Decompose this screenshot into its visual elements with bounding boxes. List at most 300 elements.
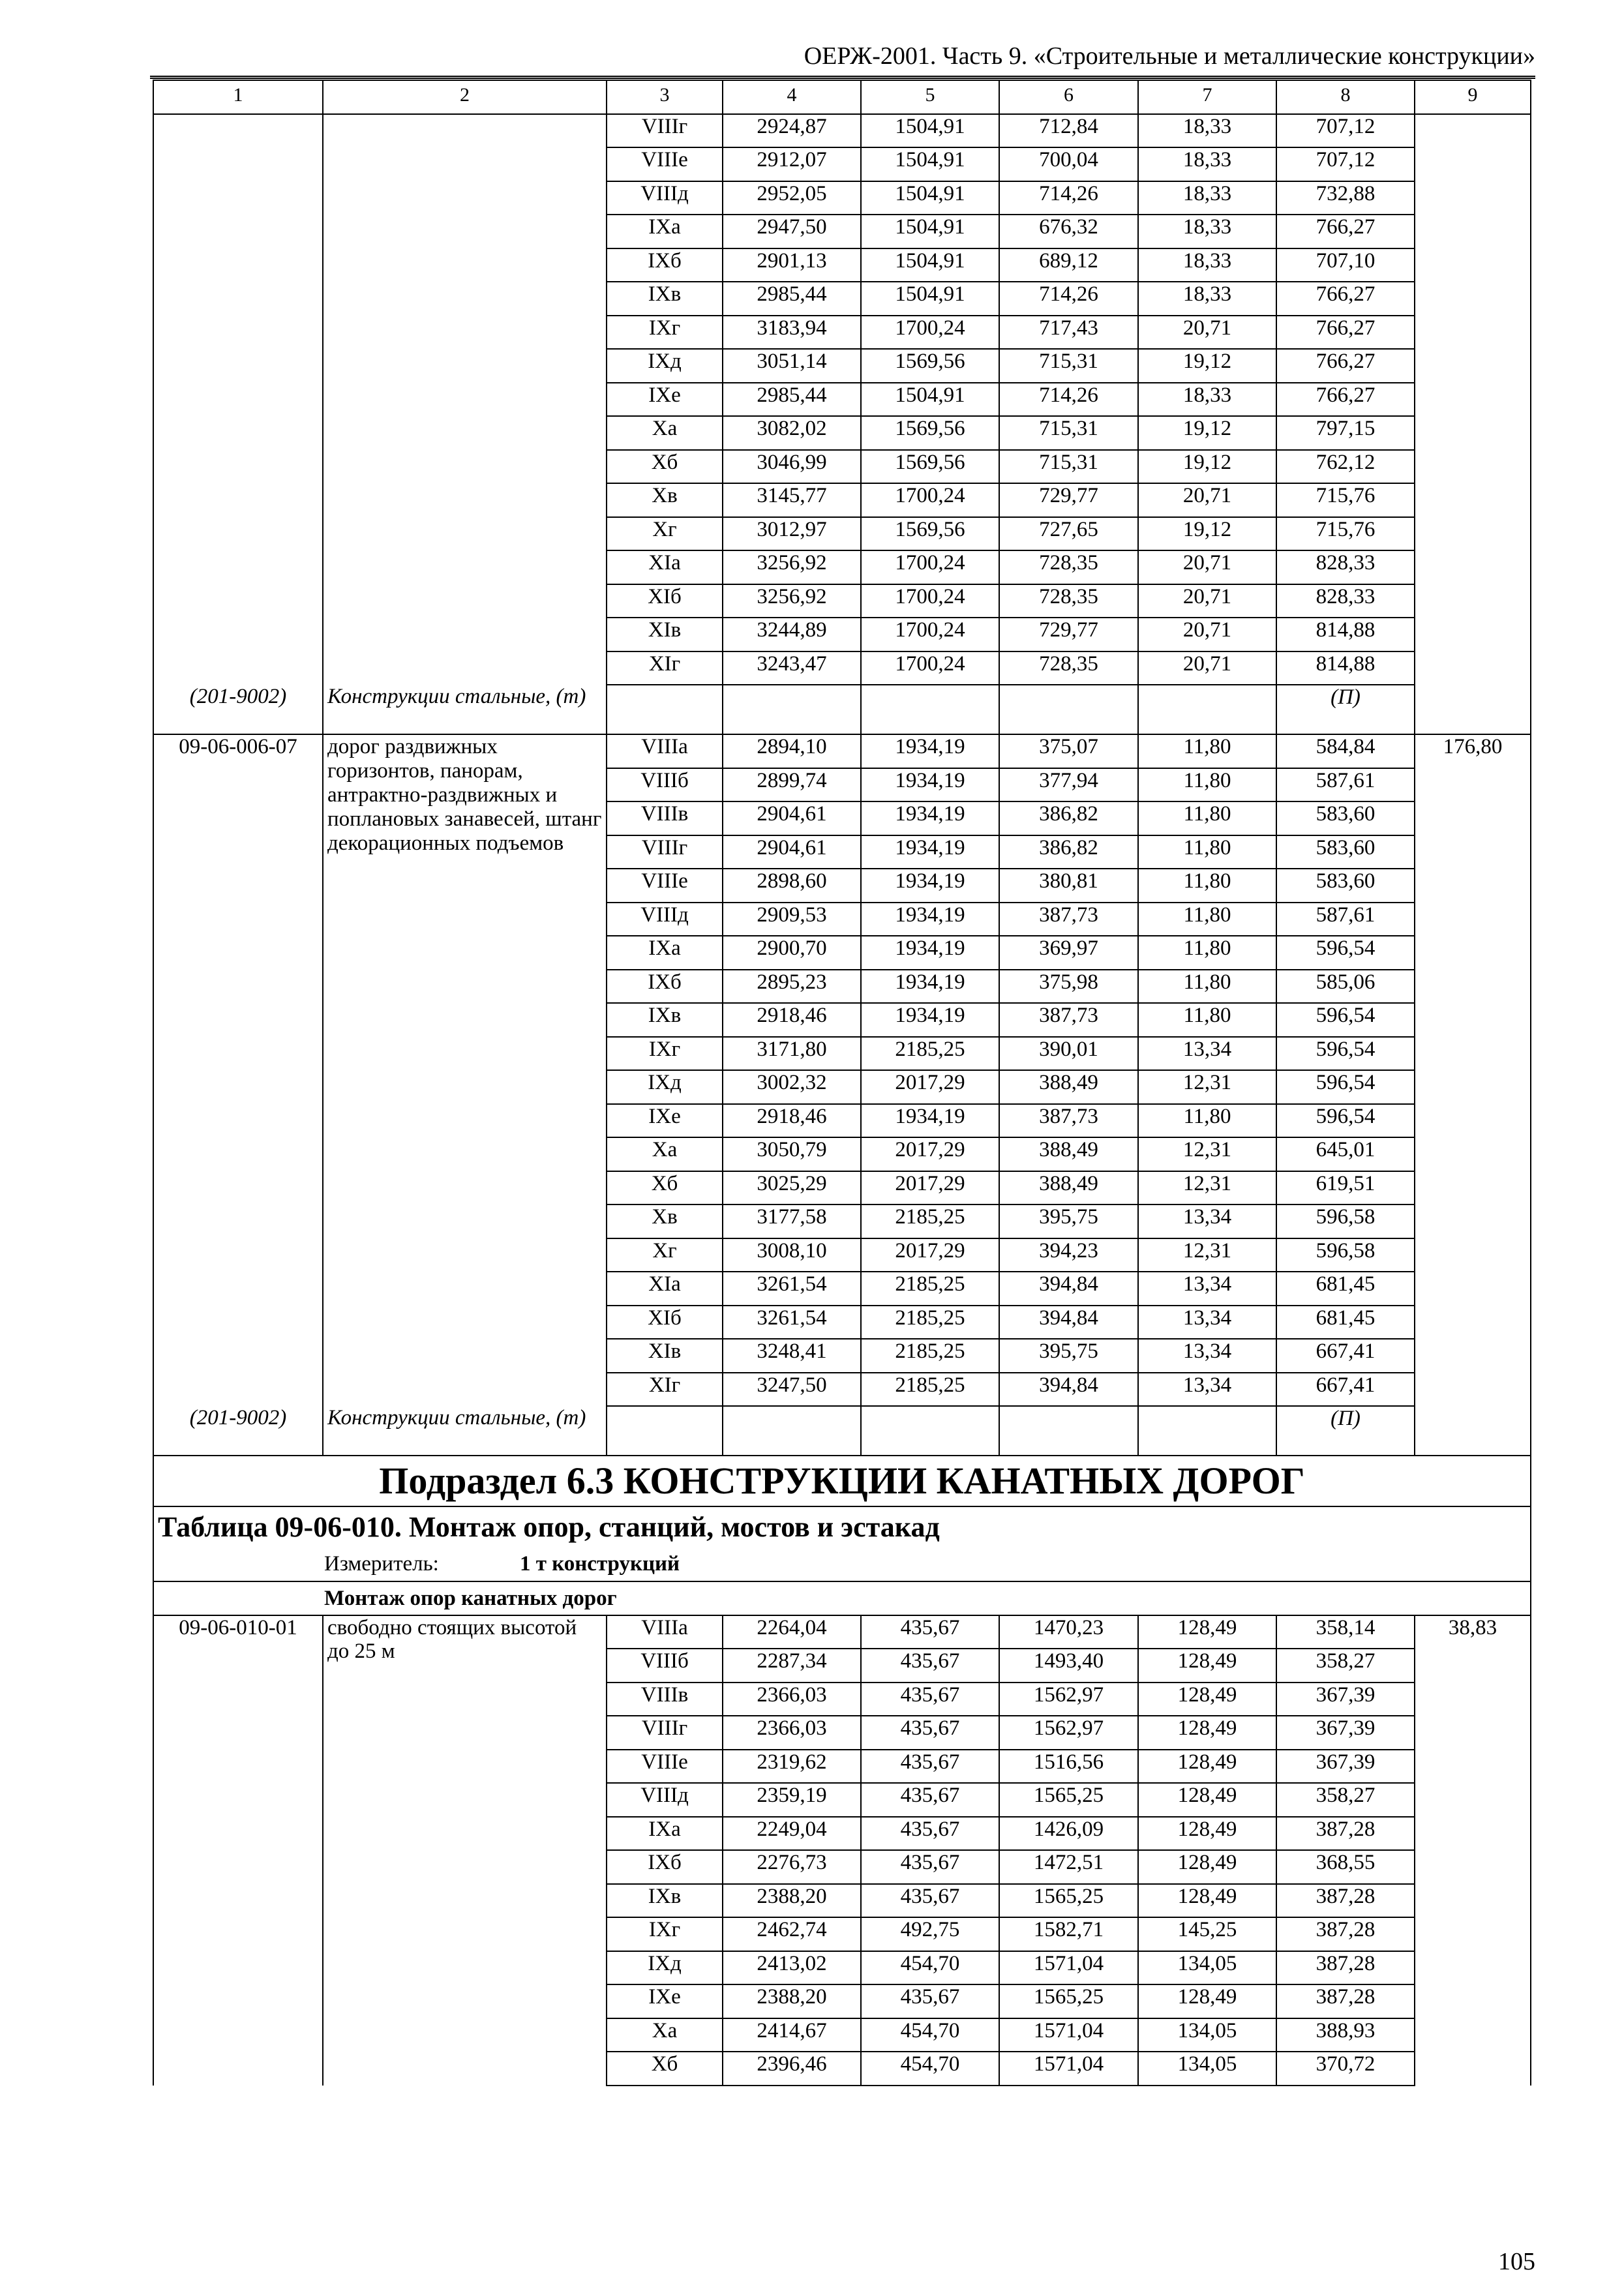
value-cell: 596,58 — [1276, 1204, 1415, 1238]
value-cell: 128,49 — [1138, 1850, 1276, 1884]
value-cell: 2185,25 — [861, 1339, 999, 1373]
value-cell: 1504,91 — [861, 215, 999, 248]
value-cell: 20,71 — [1138, 584, 1276, 618]
value-cell: 435,67 — [861, 1649, 999, 1683]
value-cell: 11,80 — [1138, 903, 1276, 936]
value-cell: 3046,99 — [723, 450, 861, 484]
value-cell: 394,84 — [999, 1373, 1138, 1407]
value-cell: 715,31 — [999, 416, 1138, 450]
table-row — [153, 114, 1531, 148]
value-cell: 728,35 — [999, 651, 1138, 685]
value-cell: 828,33 — [1276, 584, 1415, 618]
value-cell: 435,67 — [861, 1984, 999, 2018]
value-cell: 435,67 — [861, 1817, 999, 1851]
value-cell: 2898,60 — [723, 869, 861, 903]
value-cell: 454,70 — [861, 2018, 999, 2052]
value-cell: 2185,25 — [861, 1272, 999, 1306]
column-number: 8 — [1276, 80, 1415, 114]
value-cell: 435,67 — [861, 1716, 999, 1750]
value-cell: 1562,97 — [999, 1716, 1138, 1750]
value-cell: 435,67 — [861, 1615, 999, 1649]
region-cell: XIб — [607, 584, 723, 618]
value-cell: 676,32 — [999, 215, 1138, 248]
column-number: 4 — [723, 80, 861, 114]
region-cell: VIIIг — [607, 114, 723, 148]
empty-cell — [861, 685, 999, 734]
value-cell: 1504,91 — [861, 383, 999, 417]
value-cell: 667,41 — [1276, 1339, 1415, 1373]
value-cell: 375,07 — [999, 734, 1138, 768]
value-cell: 380,81 — [999, 869, 1138, 903]
value-cell: 19,12 — [1138, 517, 1276, 551]
region-cell: IXб — [607, 970, 723, 1004]
value-cell: 1569,56 — [861, 517, 999, 551]
value-cell: 714,26 — [999, 181, 1138, 215]
value-cell: 3261,54 — [723, 1272, 861, 1306]
rate-code: 09-06-006-07 — [153, 734, 323, 1406]
value-cell: 596,54 — [1276, 1003, 1415, 1037]
region-cell: VIIIд — [607, 181, 723, 215]
value-cell: 729,77 — [999, 483, 1138, 517]
region-cell: XIг — [607, 651, 723, 685]
region-cell: IXе — [607, 1984, 723, 2018]
value-cell: 454,70 — [861, 1951, 999, 1985]
value-cell: 2414,67 — [723, 2018, 861, 2052]
region-cell: IXд — [607, 1951, 723, 1985]
value-cell: 707,12 — [1276, 114, 1415, 148]
meter-label: Измеритель: — [324, 1552, 439, 1576]
value-cell: 134,05 — [1138, 2018, 1276, 2052]
region-cell: XIб — [607, 1306, 723, 1339]
table-title-row — [153, 1506, 1531, 1548]
value-cell: 435,67 — [861, 1750, 999, 1784]
empty-cell — [999, 1406, 1138, 1456]
value-cell: 587,61 — [1276, 903, 1415, 936]
col9-cell: 38,83 — [1415, 1615, 1531, 2086]
value-cell: 700,04 — [999, 147, 1138, 181]
value-cell: 766,27 — [1276, 316, 1415, 350]
value-cell: 707,12 — [1276, 147, 1415, 181]
value-cell: 2249,04 — [723, 1817, 861, 1851]
value-cell: 2947,50 — [723, 215, 861, 248]
value-cell: 707,10 — [1276, 248, 1415, 282]
value-cell: 3243,47 — [723, 651, 861, 685]
value-cell: 667,41 — [1276, 1373, 1415, 1407]
value-cell: 596,54 — [1276, 936, 1415, 970]
value-cell: 1504,91 — [861, 181, 999, 215]
value-cell: 583,60 — [1276, 801, 1415, 835]
value-cell: 1700,24 — [861, 483, 999, 517]
value-cell: 2366,03 — [723, 1716, 861, 1750]
page-header — [150, 39, 1535, 79]
value-cell: 3244,89 — [723, 618, 861, 651]
value-cell: 2900,70 — [723, 936, 861, 970]
rate-code — [153, 114, 323, 685]
value-cell: 2912,07 — [723, 147, 861, 181]
value-cell: 681,45 — [1276, 1306, 1415, 1339]
value-cell: 2901,13 — [723, 248, 861, 282]
value-cell: 1571,04 — [999, 2052, 1138, 2086]
value-cell: 367,39 — [1276, 1716, 1415, 1750]
value-cell: 11,80 — [1138, 869, 1276, 903]
value-cell: 358,27 — [1276, 1783, 1415, 1817]
region-cell: IXа — [607, 215, 723, 248]
value-cell: 715,76 — [1276, 483, 1415, 517]
material-name: Конструкции стальные, (т) — [323, 685, 607, 734]
value-cell: 2185,25 — [861, 1037, 999, 1071]
value-cell: 395,75 — [999, 1204, 1138, 1238]
value-cell: 596,54 — [1276, 1104, 1415, 1138]
value-cell: 387,73 — [999, 903, 1138, 936]
value-cell: 20,71 — [1138, 316, 1276, 350]
empty-cell — [607, 1406, 723, 1456]
value-cell: 11,80 — [1138, 768, 1276, 802]
value-cell: 1934,19 — [861, 869, 999, 903]
value-cell: 2366,03 — [723, 1683, 861, 1716]
value-cell: 583,60 — [1276, 835, 1415, 869]
value-cell: 2904,61 — [723, 835, 861, 869]
value-cell: 596,54 — [1276, 1070, 1415, 1104]
value-cell: 13,34 — [1138, 1373, 1276, 1407]
meter-value: 1 т конструкций — [520, 1552, 680, 1576]
value-cell: 585,06 — [1276, 970, 1415, 1004]
value-cell: 1700,24 — [861, 584, 999, 618]
value-cell: 18,33 — [1138, 383, 1276, 417]
value-cell: 596,58 — [1276, 1238, 1415, 1272]
region-cell: Xв — [607, 1204, 723, 1238]
column-number: 2 — [323, 80, 607, 114]
column-number: 6 — [999, 80, 1138, 114]
value-cell: 18,33 — [1138, 248, 1276, 282]
value-cell: 1700,24 — [861, 651, 999, 685]
value-cell: 728,35 — [999, 550, 1138, 584]
material-unit: (П) — [1276, 1406, 1415, 1456]
column-number-row — [153, 80, 1531, 114]
value-cell: 11,80 — [1138, 835, 1276, 869]
value-cell: 1571,04 — [999, 1951, 1138, 1985]
value-cell: 715,31 — [999, 450, 1138, 484]
value-cell: 1565,25 — [999, 1984, 1138, 2018]
region-cell: VIIIд — [607, 903, 723, 936]
value-cell: 13,34 — [1138, 1204, 1276, 1238]
value-cell: 13,34 — [1138, 1339, 1276, 1373]
value-cell: 645,01 — [1276, 1137, 1415, 1171]
value-cell: 387,73 — [999, 1003, 1138, 1037]
value-cell: 714,26 — [999, 282, 1138, 316]
value-cell: 12,31 — [1138, 1171, 1276, 1205]
subsection-row — [153, 1456, 1531, 1506]
region-cell: Xа — [607, 416, 723, 450]
value-cell: 715,31 — [999, 349, 1138, 383]
value-cell: 766,27 — [1276, 282, 1415, 316]
value-cell: 712,84 — [999, 114, 1138, 148]
value-cell: 11,80 — [1138, 970, 1276, 1004]
value-cell: 20,71 — [1138, 651, 1276, 685]
value-cell: 11,80 — [1138, 936, 1276, 970]
value-cell: 729,77 — [999, 618, 1138, 651]
value-cell: 1569,56 — [861, 349, 999, 383]
value-cell: 11,80 — [1138, 801, 1276, 835]
value-cell: 2918,46 — [723, 1003, 861, 1037]
value-cell: 394,84 — [999, 1306, 1138, 1339]
value-cell: 2462,74 — [723, 1917, 861, 1951]
region-cell: XIв — [607, 618, 723, 651]
region-cell: XIа — [607, 1272, 723, 1306]
value-cell: 766,27 — [1276, 383, 1415, 417]
value-cell: 134,05 — [1138, 1951, 1276, 1985]
value-cell: 1700,24 — [861, 316, 999, 350]
value-cell: 814,88 — [1276, 651, 1415, 685]
block2-body — [153, 734, 1531, 1456]
value-cell: 766,27 — [1276, 215, 1415, 248]
value-cell: 387,28 — [1276, 1817, 1415, 1851]
region-cell: IXб — [607, 1850, 723, 1884]
region-cell: VIIIг — [607, 835, 723, 869]
region-cell: XIа — [607, 550, 723, 584]
value-cell: 1504,91 — [861, 114, 999, 148]
value-cell: 732,88 — [1276, 181, 1415, 215]
value-cell: 2985,44 — [723, 383, 861, 417]
region-cell: Xб — [607, 1171, 723, 1205]
column-number: 3 — [607, 80, 723, 114]
value-cell: 386,82 — [999, 801, 1138, 835]
region-cell: IXе — [607, 383, 723, 417]
value-cell: 3008,10 — [723, 1238, 861, 1272]
value-cell: 435,67 — [861, 1683, 999, 1716]
column-number: 5 — [861, 80, 999, 114]
value-cell: 2264,04 — [723, 1615, 861, 1649]
value-cell: 2276,73 — [723, 1850, 861, 1884]
region-cell: IXд — [607, 349, 723, 383]
value-cell: 394,23 — [999, 1238, 1138, 1272]
value-cell: 717,43 — [999, 316, 1138, 350]
value-cell: 3012,97 — [723, 517, 861, 551]
value-cell: 128,49 — [1138, 1783, 1276, 1817]
value-cell: 13,34 — [1138, 1272, 1276, 1306]
value-cell: 3171,80 — [723, 1037, 861, 1071]
value-cell: 19,12 — [1138, 416, 1276, 450]
value-cell: 377,94 — [999, 768, 1138, 802]
block3-body — [153, 1615, 1531, 2086]
value-cell: 370,72 — [1276, 2052, 1415, 2086]
value-cell: 128,49 — [1138, 1984, 1276, 2018]
region-cell: VIIIе — [607, 147, 723, 181]
value-cell: 3247,50 — [723, 1373, 861, 1407]
value-cell: 727,65 — [999, 517, 1138, 551]
region-cell: VIIIе — [607, 1750, 723, 1784]
table-title: Таблица 09-06-010. Монтаж опор, станций, мостов и эстакад — [153, 1506, 1531, 1548]
region-cell: XIг — [607, 1373, 723, 1407]
value-cell: 583,60 — [1276, 869, 1415, 903]
rate-description: дорог раздвижных горизонтов, панорам, антрактно-раздвижных и поплановых занавесей, штанг декорационных подъемов — [323, 734, 607, 1406]
region-cell: VIIIд — [607, 1783, 723, 1817]
value-cell: 12,31 — [1138, 1137, 1276, 1171]
value-cell: 681,45 — [1276, 1272, 1415, 1306]
value-cell: 2185,25 — [861, 1204, 999, 1238]
value-cell: 1569,56 — [861, 450, 999, 484]
value-cell: 2319,62 — [723, 1750, 861, 1784]
block1-body — [153, 114, 1531, 735]
group-title: Монтаж опор канатных дорог — [324, 1586, 617, 1610]
material-code: (201-9002) — [153, 685, 323, 734]
value-cell: 2894,10 — [723, 734, 861, 768]
value-cell: 134,05 — [1138, 2052, 1276, 2086]
value-cell: 1700,24 — [861, 550, 999, 584]
region-cell: VIIIг — [607, 1716, 723, 1750]
value-cell: 3002,32 — [723, 1070, 861, 1104]
value-cell: 2413,02 — [723, 1951, 861, 1985]
value-cell: 1582,71 — [999, 1917, 1138, 1951]
value-cell: 395,75 — [999, 1339, 1138, 1373]
value-cell: 358,14 — [1276, 1615, 1415, 1649]
value-cell: 20,71 — [1138, 483, 1276, 517]
value-cell: 1472,51 — [999, 1850, 1138, 1884]
value-cell: 2185,25 — [861, 1373, 999, 1407]
region-cell: Xв — [607, 483, 723, 517]
region-cell: IXб — [607, 248, 723, 282]
region-cell: VIIIе — [607, 869, 723, 903]
value-cell: 1504,91 — [861, 282, 999, 316]
value-cell: 1426,09 — [999, 1817, 1138, 1851]
value-cell: 367,39 — [1276, 1750, 1415, 1784]
value-cell: 3050,79 — [723, 1137, 861, 1171]
value-cell: 2017,29 — [861, 1171, 999, 1205]
value-cell: 128,49 — [1138, 1716, 1276, 1750]
value-cell: 2952,05 — [723, 181, 861, 215]
value-cell: 369,97 — [999, 936, 1138, 970]
value-cell: 828,33 — [1276, 550, 1415, 584]
value-cell: 128,49 — [1138, 1750, 1276, 1784]
value-cell: 2396,46 — [723, 2052, 861, 2086]
value-cell: 1565,25 — [999, 1884, 1138, 1918]
rates-table — [153, 80, 1531, 2086]
empty-cell — [861, 1406, 999, 1456]
value-cell: 20,71 — [1138, 618, 1276, 651]
value-cell: 3256,92 — [723, 550, 861, 584]
value-cell: 1700,24 — [861, 618, 999, 651]
value-cell: 128,49 — [1138, 1884, 1276, 1918]
column-number: 9 — [1415, 80, 1531, 114]
group-row — [153, 1581, 1531, 1615]
value-cell: 2985,44 — [723, 282, 861, 316]
value-cell: 387,28 — [1276, 1884, 1415, 1918]
value-cell: 388,93 — [1276, 2018, 1415, 2052]
value-cell: 3261,54 — [723, 1306, 861, 1339]
region-cell: IXг — [607, 316, 723, 350]
value-cell: 387,28 — [1276, 1951, 1415, 1985]
value-cell: 1493,40 — [999, 1649, 1138, 1683]
region-cell: VIIIа — [607, 1615, 723, 1649]
value-cell: 2899,74 — [723, 768, 861, 802]
region-cell: IXе — [607, 1104, 723, 1138]
column-number: 7 — [1138, 80, 1276, 114]
value-cell: 18,33 — [1138, 181, 1276, 215]
value-cell: 19,12 — [1138, 450, 1276, 484]
value-cell: 797,15 — [1276, 416, 1415, 450]
region-cell: IXг — [607, 1917, 723, 1951]
value-cell: 492,75 — [861, 1917, 999, 1951]
value-cell: 11,80 — [1138, 1104, 1276, 1138]
region-cell: Xб — [607, 450, 723, 484]
value-cell: 3025,29 — [723, 1171, 861, 1205]
value-cell: 587,61 — [1276, 768, 1415, 802]
region-cell: IXв — [607, 1884, 723, 1918]
rate-description — [323, 114, 607, 685]
value-cell: 3183,94 — [723, 316, 861, 350]
col9-cell: 176,80 — [1415, 734, 1531, 1456]
region-cell: Xб — [607, 2052, 723, 2086]
value-cell: 596,54 — [1276, 1037, 1415, 1071]
value-cell: 11,80 — [1138, 1003, 1276, 1037]
value-cell: 20,71 — [1138, 550, 1276, 584]
value-cell: 128,49 — [1138, 1683, 1276, 1716]
value-cell: 1569,56 — [861, 416, 999, 450]
section-headings — [153, 1456, 1531, 1615]
value-cell: 368,55 — [1276, 1850, 1415, 1884]
value-cell: 386,82 — [999, 835, 1138, 869]
empty-cell — [1138, 1406, 1276, 1456]
value-cell: 3051,14 — [723, 349, 861, 383]
value-cell: 387,28 — [1276, 1984, 1415, 2018]
value-cell: 3145,77 — [723, 483, 861, 517]
value-cell: 12,31 — [1138, 1070, 1276, 1104]
value-cell: 18,33 — [1138, 147, 1276, 181]
material-row — [153, 685, 1531, 734]
value-cell: 2388,20 — [723, 1984, 861, 2018]
value-cell: 2904,61 — [723, 801, 861, 835]
value-cell: 454,70 — [861, 2052, 999, 2086]
value-cell: 2017,29 — [861, 1070, 999, 1104]
region-cell: Xг — [607, 517, 723, 551]
value-cell: 2909,53 — [723, 903, 861, 936]
value-cell: 584,84 — [1276, 734, 1415, 768]
value-cell: 435,67 — [861, 1850, 999, 1884]
value-cell: 388,49 — [999, 1137, 1138, 1171]
material-code: (201-9002) — [153, 1406, 323, 1456]
value-cell: 2388,20 — [723, 1884, 861, 1918]
value-cell: 128,49 — [1138, 1615, 1276, 1649]
value-cell: 388,49 — [999, 1070, 1138, 1104]
region-cell: IXв — [607, 1003, 723, 1037]
value-cell: 18,33 — [1138, 114, 1276, 148]
value-cell: 1470,23 — [999, 1615, 1138, 1649]
value-cell: 11,80 — [1138, 734, 1276, 768]
region-cell: IXв — [607, 282, 723, 316]
material-unit: (П) — [1276, 685, 1415, 734]
material-row — [153, 1406, 1531, 1456]
material-name: Конструкции стальные, (т) — [323, 1406, 607, 1456]
page-number: 105 — [1498, 2248, 1535, 2275]
value-cell: 1934,19 — [861, 768, 999, 802]
value-cell: 2287,34 — [723, 1649, 861, 1683]
value-cell: 1934,19 — [861, 903, 999, 936]
value-cell: 13,34 — [1138, 1306, 1276, 1339]
value-cell: 762,12 — [1276, 450, 1415, 484]
value-cell: 1934,19 — [861, 835, 999, 869]
region-cell: Xа — [607, 2018, 723, 2052]
value-cell: 358,27 — [1276, 1649, 1415, 1683]
value-cell: 2017,29 — [861, 1137, 999, 1171]
empty-cell — [723, 1406, 861, 1456]
value-cell: 1934,19 — [861, 1104, 999, 1138]
empty-cell — [723, 685, 861, 734]
value-cell: 1562,97 — [999, 1683, 1138, 1716]
value-cell: 13,34 — [1138, 1037, 1276, 1071]
table-row — [153, 1615, 1531, 1649]
value-cell: 128,49 — [1138, 1817, 1276, 1851]
value-cell: 1504,91 — [861, 248, 999, 282]
value-cell: 2359,19 — [723, 1783, 861, 1817]
